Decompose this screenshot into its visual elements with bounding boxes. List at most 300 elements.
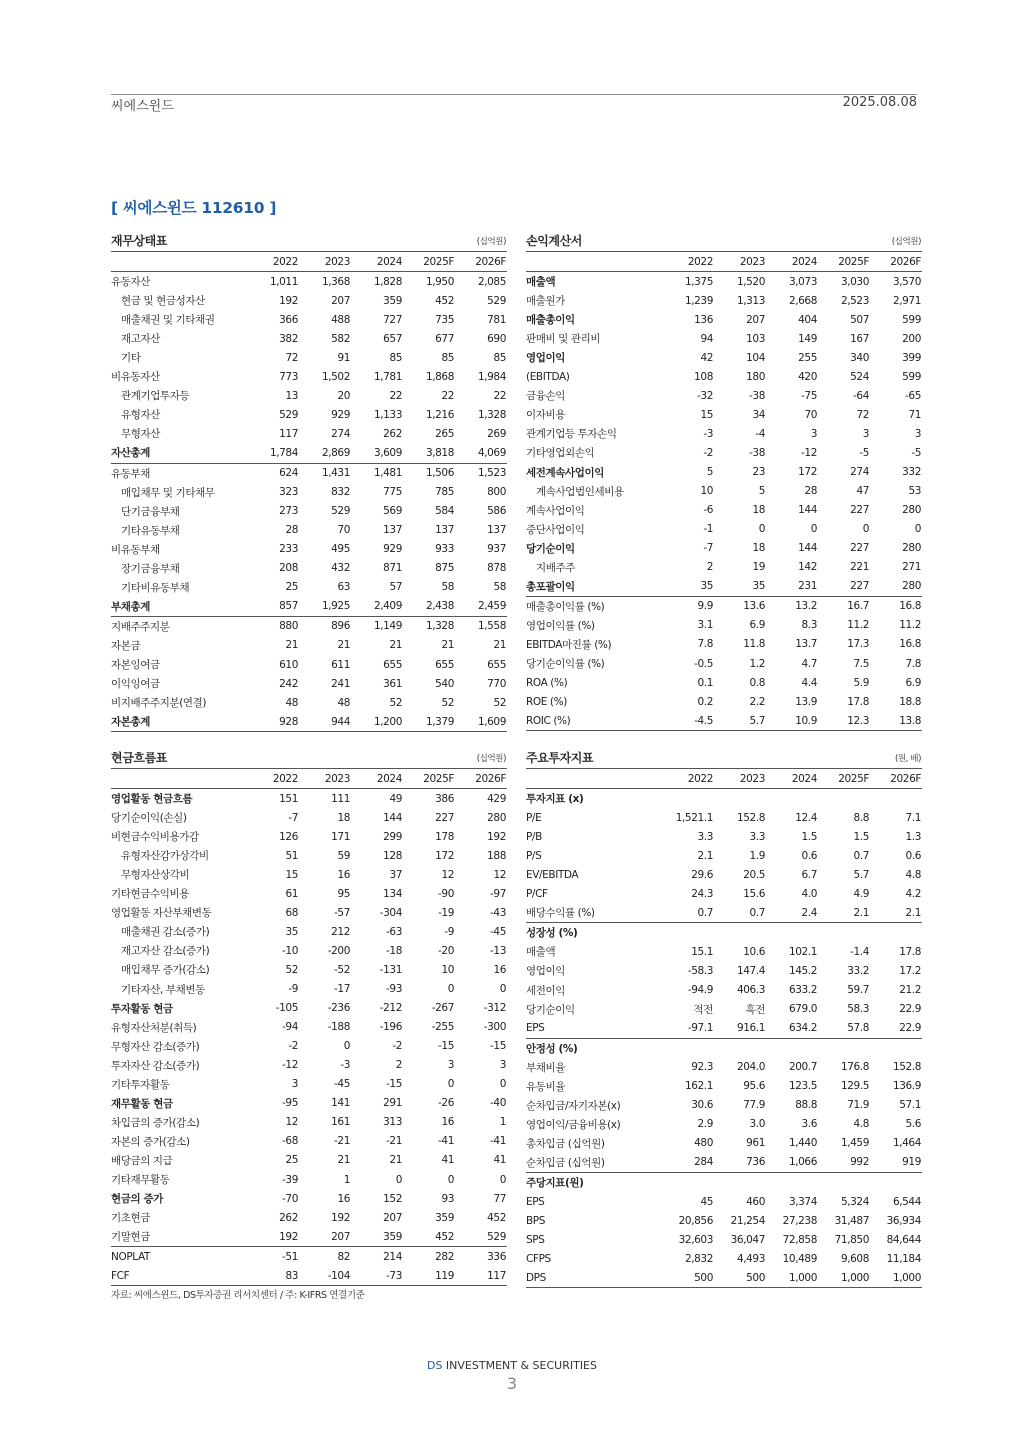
key-indicators-title: 주요투자지표 [526, 751, 594, 765]
value-cell: 31,487 [834, 1214, 869, 1227]
value-cell: 1 [499, 1116, 506, 1129]
table-row [111, 1266, 507, 1286]
value-cell: 781 [487, 313, 506, 326]
value-cell: -15 [490, 1040, 506, 1053]
table-row [526, 1249, 922, 1268]
value-cell: 22 [441, 389, 454, 402]
value-cell: 70 [804, 408, 817, 421]
value-cell: 16 [441, 1116, 454, 1129]
value-cell: 336 [487, 1250, 506, 1263]
table-row [526, 808, 922, 827]
year-header: 2023 [714, 252, 766, 272]
row-label: P/CF [526, 887, 548, 900]
value-cell: 20 [337, 389, 350, 402]
table-row [111, 884, 507, 903]
value-cell: 33.2 [847, 964, 869, 977]
value-cell: 21 [285, 639, 298, 652]
value-cell: 15 [285, 868, 298, 881]
value-cell: 586 [487, 505, 506, 518]
value-cell: 1,000 [870, 1268, 922, 1288]
row-label: CFPS [526, 1252, 551, 1265]
value-cell: 3,073 [788, 275, 817, 288]
value-cell: 399 [902, 351, 921, 364]
table-row [111, 1132, 507, 1151]
value-cell: 1,440 [788, 1137, 817, 1150]
table-row [111, 540, 507, 559]
row-label: 차입금의 증가(감소) [111, 1116, 200, 1129]
table-row [526, 865, 922, 884]
row-label: 성장성 (%) [526, 927, 578, 940]
value-cell: 6,544 [892, 1195, 921, 1208]
table-row [526, 482, 922, 501]
value-cell: 5.7 [853, 868, 869, 881]
value-cell: 13.8 [870, 711, 922, 731]
income-statement-panel [526, 232, 922, 731]
table-row [526, 1268, 922, 1288]
value-cell: -73 [351, 1266, 403, 1286]
year-header: 2025F [818, 769, 870, 789]
value-cell: 382 [279, 332, 298, 345]
value-cell: -15 [386, 1078, 402, 1091]
table-row [111, 1247, 507, 1267]
footer-brand-ds: DS [426, 1359, 443, 1372]
value-cell: 1,000 [766, 1268, 818, 1288]
value-cell: 136.9 [892, 1080, 921, 1093]
row-label: 자본총계 [111, 712, 247, 732]
header-blank-cell [111, 769, 247, 789]
row-label: 무형자산 [121, 428, 160, 441]
value-cell: -94.9 [687, 984, 713, 997]
value-cell: 214 [383, 1250, 402, 1263]
row-label: 매출총이익률 (%) [526, 600, 605, 613]
value-cell: 1,925 [299, 597, 351, 617]
value-cell: 280 [902, 542, 921, 555]
row-label: 유형자산처분(취득) [111, 1021, 197, 1034]
row-label: 중단사업이익 [526, 523, 585, 536]
header-company: 씨에스윈드 [111, 99, 174, 114]
row-label: FCF [111, 1266, 247, 1286]
value-cell: -105 [275, 1002, 298, 1015]
value-cell: 0 [343, 1040, 350, 1053]
value-cell: 흑전 [745, 1003, 765, 1016]
value-cell [870, 923, 922, 943]
value-cell: -4.5 [662, 711, 714, 731]
value-cell: 91 [337, 351, 350, 364]
row-label: 매입채무 및 기타채무 [121, 486, 215, 499]
value-cell: 1,328 [425, 620, 454, 633]
value-cell: 84,644 [886, 1233, 921, 1246]
value-cell: 47 [856, 485, 869, 498]
value-cell: 71 [908, 408, 921, 421]
value-cell [870, 789, 922, 809]
value-cell [766, 923, 818, 943]
table-row [526, 903, 922, 923]
value-cell: 16.7 [847, 600, 869, 613]
table-row [526, 1058, 922, 1077]
value-cell: 262 [279, 1211, 298, 1224]
value-cell: 52 [389, 696, 402, 709]
table-row [526, 329, 922, 348]
value-cell: 8.8 [853, 811, 869, 824]
row-label: ROIC (%) [526, 711, 662, 731]
value-cell: 274 [331, 427, 350, 440]
value-cell: 1,066 [766, 1153, 818, 1173]
value-cell: -63 [386, 925, 402, 938]
value-cell: 507 [850, 313, 869, 326]
row-label: EPS [526, 1019, 662, 1039]
value-cell: 928 [247, 712, 299, 732]
row-label: 영업활동 자산부채변동 [111, 907, 212, 920]
value-cell: 775 [383, 486, 402, 499]
value-cell: 265 [435, 427, 454, 440]
value-cell: 15.1 [691, 945, 713, 958]
value-cell: -41 [438, 1135, 454, 1148]
value-cell [714, 1172, 766, 1192]
table-row [111, 521, 507, 540]
value-cell: 3 [862, 427, 869, 440]
row-label: 자산총계 [111, 443, 247, 463]
row-label: 매입채무 증가(감소) [121, 964, 210, 977]
value-cell: 6.7 [801, 868, 817, 881]
value-cell: 23 [752, 466, 765, 479]
value-cell: 68 [285, 906, 298, 919]
value-cell: 42 [700, 351, 713, 364]
value-cell: -43 [490, 906, 506, 919]
value-cell: 83 [247, 1266, 299, 1286]
table-row [526, 1230, 922, 1249]
table-row [111, 405, 507, 424]
value-cell: 1,313 [736, 294, 765, 307]
table-row [111, 1208, 507, 1227]
value-cell: 460 [746, 1195, 765, 1208]
value-cell: 584 [435, 505, 454, 518]
value-cell: 41 [441, 1154, 454, 1167]
table-row [526, 1038, 922, 1058]
value-cell: 4.0 [801, 887, 817, 900]
row-label: 비유동자산 [111, 371, 160, 384]
table-row [111, 483, 507, 502]
table-row [526, 424, 922, 443]
value-cell: 152.8 [892, 1061, 921, 1074]
value-cell: 3.3 [749, 830, 765, 843]
row-label: 부채총계 [111, 597, 247, 617]
table-row [111, 443, 507, 463]
value-cell: 35 [662, 577, 714, 597]
value-cell: -9 [288, 983, 298, 996]
header-blank-cell [526, 769, 662, 789]
value-cell: 599 [902, 313, 921, 326]
footer-brand-rest: INVESTMENT & SECURITIES [442, 1359, 597, 1372]
value-cell: 878 [487, 562, 506, 575]
header-blank-cell [526, 252, 662, 272]
value-cell: 13.6 [743, 600, 765, 613]
value-cell: 770 [487, 677, 506, 690]
value-cell: 655 [383, 658, 402, 671]
value-cell: 82 [337, 1250, 350, 1263]
table-row [526, 1211, 922, 1230]
value-cell: 103 [746, 332, 765, 345]
value-cell: 366 [279, 313, 298, 326]
value-cell: 16.8 [899, 600, 921, 613]
year-header: 2022 [247, 252, 299, 272]
value-cell: -95 [282, 1097, 298, 1110]
value-cell: 961 [746, 1137, 765, 1150]
row-label: 이익잉여금 [111, 678, 160, 691]
value-cell: -97.1 [662, 1019, 714, 1039]
row-label: 무형자산상각비 [121, 869, 190, 882]
value-cell: -97 [490, 887, 506, 900]
value-cell: -6 [703, 504, 713, 517]
source-note: 자료: 씨에스윈드, DS투자증권 리서치센터 / 주: K-IFRS 연결기준 [111, 1290, 365, 1301]
row-label: 계속사업법인세비용 [536, 485, 624, 498]
table-row [526, 692, 922, 711]
row-label: 영업이익 [526, 352, 565, 365]
row-label: 기타 [121, 352, 141, 365]
row-label: 기타영업외손익 [526, 447, 595, 460]
header-blank-cell [111, 252, 247, 272]
value-cell: 929 [331, 408, 350, 421]
value-cell: 161 [331, 1116, 350, 1129]
value-cell: 11.2 [899, 619, 921, 632]
value-cell: 12 [285, 1116, 298, 1129]
value-cell: 1,502 [321, 370, 350, 383]
value-cell: 35 [285, 925, 298, 938]
table-row [526, 1153, 922, 1173]
value-cell: 933 [435, 543, 454, 556]
row-label: 금융손익 [526, 390, 565, 403]
value-cell: 1,506 [425, 467, 454, 480]
value-cell: 1,375 [684, 275, 713, 288]
value-cell: -51 [282, 1250, 298, 1263]
value-cell: 1,459 [840, 1137, 869, 1150]
value-cell: 162.1 [684, 1080, 713, 1093]
value-cell: 857 [247, 597, 299, 617]
key-indicators-table [526, 768, 922, 1288]
row-label: 기타현금수익비용 [111, 888, 189, 901]
cash-flow-panel [111, 749, 507, 1286]
value-cell: -39 [282, 1173, 298, 1186]
value-cell: 2,459 [455, 597, 507, 617]
value-cell: -3 [340, 1059, 350, 1072]
table-row [111, 272, 507, 292]
value-cell: 1,379 [403, 712, 455, 732]
value-cell: 420 [798, 370, 817, 383]
value-cell: 48 [285, 696, 298, 709]
value-cell: 3 [291, 1078, 298, 1091]
value-cell: 1,133 [373, 408, 402, 421]
value-cell: 21 [389, 639, 402, 652]
row-label: 자본금 [111, 639, 141, 652]
value-cell: 271 [902, 561, 921, 574]
value-cell: 21 [389, 1154, 402, 1167]
value-cell: -4 [755, 427, 765, 440]
value-cell: -38 [749, 389, 765, 402]
value-cell: 36,047 [730, 1233, 765, 1246]
value-cell: 5 [758, 485, 765, 498]
value-cell: 37 [389, 868, 402, 881]
value-cell: -65 [905, 389, 921, 402]
row-label: 비지배주주지분(연결) [111, 697, 207, 710]
value-cell [662, 923, 714, 943]
value-cell: 147.4 [736, 964, 765, 977]
row-label: 자본잉여금 [111, 659, 160, 671]
value-cell: 13.7 [795, 638, 817, 651]
table-row [111, 903, 507, 922]
row-label: 판매비 및 관리비 [526, 333, 601, 346]
cash-flow-title: 현금흐름표 [111, 751, 167, 765]
value-cell: 0 [499, 983, 506, 996]
value-cell: 1.5 [853, 830, 869, 843]
value-cell: 0 [447, 1173, 454, 1186]
row-label: 기초현금 [111, 1212, 150, 1225]
table-row [111, 922, 507, 941]
value-cell: 49 [389, 792, 402, 805]
value-cell: 212 [331, 925, 350, 938]
value-cell: 495 [331, 543, 350, 556]
value-cell: 7.8 [697, 638, 713, 651]
value-cell: 192 [331, 1211, 350, 1224]
value-cell: 1.9 [749, 849, 765, 862]
value-cell: -3 [703, 427, 713, 440]
value-cell: 93 [441, 1192, 454, 1205]
value-cell: 2,409 [351, 597, 403, 617]
value-cell: 0 [862, 523, 869, 536]
value-cell: 25 [285, 1154, 298, 1167]
value-cell: 72,858 [782, 1233, 817, 1246]
value-cell: 6.9 [905, 676, 921, 689]
value-cell: 57.1 [899, 1099, 921, 1112]
value-cell: 2.9 [697, 1118, 713, 1131]
value-cell: -68 [282, 1135, 298, 1148]
value-cell [818, 1172, 870, 1192]
row-label: 비현금수익비용가감 [111, 831, 199, 844]
table-row [111, 1037, 507, 1056]
value-cell: 655 [487, 658, 506, 671]
page-number: 3 [506, 1374, 518, 1393]
table-row [526, 654, 922, 673]
value-cell: -212 [379, 1002, 402, 1015]
value-cell: 2.2 [749, 695, 765, 708]
value-cell: 7.5 [853, 657, 869, 670]
income-statement-unit: (십억원) [891, 237, 921, 247]
value-cell: 8.3 [801, 619, 817, 632]
value-cell: -32 [697, 389, 713, 402]
value-cell: 599 [902, 370, 921, 383]
table-row [111, 1189, 507, 1208]
value-cell: 3,818 [403, 443, 455, 463]
value-cell: 634.2 [766, 1019, 818, 1039]
value-cell: 58 [493, 581, 506, 594]
value-cell: 1.5 [801, 830, 817, 843]
value-cell: 896 [331, 620, 350, 633]
row-label: 비유동부채 [111, 543, 160, 556]
value-cell: 1,328 [477, 408, 506, 421]
table-row [111, 1227, 507, 1247]
year-header: 2023 [299, 769, 351, 789]
value-cell: 255 [798, 351, 817, 364]
value-cell: 3.0 [749, 1118, 765, 1131]
value-cell: -196 [379, 1021, 402, 1034]
table-row [526, 711, 922, 731]
value-cell: -1.4 [850, 945, 869, 958]
value-cell: 12.4 [795, 811, 817, 824]
row-label: 세전계속사업이익 [526, 466, 604, 479]
balance-sheet-title: 재무상태표 [111, 234, 167, 248]
value-cell: -5 [859, 446, 869, 459]
value-cell: 152.8 [736, 811, 765, 824]
value-cell: -9 [444, 925, 454, 938]
value-cell: 95 [337, 887, 350, 900]
table-row [111, 1056, 507, 1075]
value-cell: 208 [279, 562, 298, 575]
value-cell: 200.7 [788, 1061, 817, 1074]
table-row [111, 386, 507, 405]
row-label: 영업이익/금융비용(x) [526, 1118, 621, 1131]
value-cell: 18 [752, 542, 765, 555]
value-cell [818, 923, 870, 943]
table-row [111, 502, 507, 521]
value-cell [662, 789, 714, 809]
value-cell: 192 [247, 1227, 299, 1247]
value-cell: 0.6 [905, 849, 921, 862]
value-cell: 77.9 [743, 1099, 765, 1112]
row-label: 장기금융부채 [121, 562, 180, 575]
table-row [111, 693, 507, 712]
header-rule [111, 94, 917, 95]
table-row [111, 789, 507, 809]
table-row [111, 578, 507, 597]
row-label: 기말현금 [111, 1227, 247, 1247]
value-cell: 1.2 [749, 657, 765, 670]
value-cell: 529 [279, 408, 298, 421]
value-cell: 0 [914, 523, 921, 536]
value-cell: 5 [706, 466, 713, 479]
value-cell: 71,850 [834, 1233, 869, 1246]
value-cell: 57.8 [818, 1019, 870, 1039]
table-row [526, 596, 922, 616]
row-label: P/S [526, 849, 542, 862]
value-cell: 144 [798, 504, 817, 517]
row-label: 기타자산, 부채변동 [121, 983, 205, 996]
value-cell: 134 [383, 887, 402, 900]
row-label: P/B [526, 830, 542, 843]
table-row [111, 1018, 507, 1037]
value-cell: -52 [334, 963, 350, 976]
value-cell: 45 [700, 1195, 713, 1208]
balance-sheet-table [111, 251, 507, 732]
value-cell: 63 [337, 581, 350, 594]
value-cell: -15 [438, 1040, 454, 1053]
value-cell [870, 1172, 922, 1192]
value-cell: 242 [279, 677, 298, 690]
row-label: 유동부채 [111, 467, 150, 480]
value-cell: 727 [383, 313, 402, 326]
value-cell: -75 [801, 389, 817, 402]
value-cell: 58 [441, 581, 454, 594]
row-label: 배당금의 지급 [111, 1154, 173, 1167]
value-cell: 129.5 [840, 1080, 869, 1093]
value-cell: 323 [279, 486, 298, 499]
value-cell: 262 [383, 427, 402, 440]
value-cell: 207 [299, 1227, 351, 1247]
value-cell: -12 [282, 1059, 298, 1072]
value-cell: 2,523 [840, 294, 869, 307]
value-cell: 429 [487, 792, 506, 805]
value-cell: 2.1 [697, 849, 713, 862]
value-cell: 6.9 [749, 619, 765, 632]
value-cell: 480 [694, 1137, 713, 1150]
year-header: 2024 [766, 252, 818, 272]
